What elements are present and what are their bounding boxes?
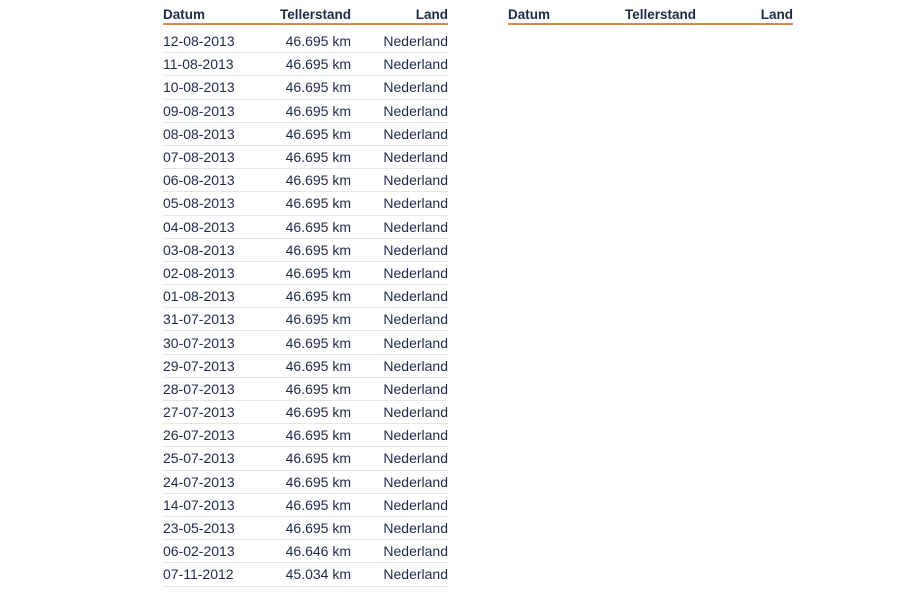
table-row bbox=[163, 540, 448, 563]
cell-datum: 28-07-2013 bbox=[163, 380, 235, 397]
cell-land: Nederland bbox=[383, 380, 448, 397]
table-row bbox=[163, 378, 448, 401]
table-header bbox=[508, 6, 793, 25]
cell-tellerstand: 46.695 km bbox=[285, 33, 351, 50]
cell-tellerstand: 46.695 km bbox=[285, 172, 351, 189]
table-row bbox=[163, 239, 448, 262]
table-row bbox=[163, 123, 448, 146]
header-land: Land bbox=[760, 7, 793, 22]
cell-tellerstand: 46.695 km bbox=[285, 380, 351, 397]
cell-land: Nederland bbox=[383, 218, 448, 235]
table-row bbox=[163, 53, 448, 76]
table-row bbox=[163, 285, 448, 308]
cell-datum: 03-08-2013 bbox=[163, 241, 235, 258]
cell-land: Nederland bbox=[383, 566, 448, 583]
cell-tellerstand: 46.695 km bbox=[285, 450, 351, 467]
cell-land: Nederland bbox=[383, 334, 448, 351]
cell-tellerstand: 46.695 km bbox=[285, 496, 351, 513]
cell-datum: 25-07-2013 bbox=[163, 450, 235, 467]
cell-tellerstand: 46.695 km bbox=[285, 149, 351, 166]
cell-land: Nederland bbox=[383, 543, 448, 560]
cell-tellerstand: 46.695 km bbox=[285, 357, 351, 374]
cell-datum: 14-07-2013 bbox=[163, 496, 235, 513]
cell-tellerstand: 46.695 km bbox=[285, 473, 351, 490]
header-tellerstand: Tellerstand bbox=[279, 7, 351, 22]
cell-land: Nederland bbox=[383, 33, 448, 50]
cell-datum: 05-08-2013 bbox=[163, 195, 235, 212]
cell-land: Nederland bbox=[383, 288, 448, 305]
table-row bbox=[163, 216, 448, 239]
cell-land: Nederland bbox=[383, 241, 448, 258]
table-row bbox=[163, 494, 448, 517]
cell-tellerstand: 46.695 km bbox=[285, 125, 351, 142]
table-row bbox=[163, 308, 448, 331]
cell-tellerstand: 46.695 km bbox=[285, 427, 351, 444]
cell-datum: 26-07-2013 bbox=[163, 427, 235, 444]
cell-land: Nederland bbox=[383, 404, 448, 421]
cell-land: Nederland bbox=[383, 125, 448, 142]
header-land: Land bbox=[415, 7, 448, 22]
header-tellerstand: Tellerstand bbox=[624, 7, 696, 22]
table-row bbox=[163, 424, 448, 447]
cell-land: Nederland bbox=[383, 427, 448, 444]
cell-datum: 01-08-2013 bbox=[163, 288, 235, 305]
cell-datum: 12-08-2013 bbox=[163, 33, 235, 50]
table-row bbox=[163, 471, 448, 494]
cell-land: Nederland bbox=[383, 172, 448, 189]
table-row bbox=[163, 30, 448, 53]
table-header bbox=[163, 6, 448, 25]
cell-datum: 08-08-2013 bbox=[163, 125, 235, 142]
cell-tellerstand: 46.695 km bbox=[285, 520, 351, 537]
table-body bbox=[163, 30, 448, 587]
cell-datum: 11-08-2013 bbox=[163, 56, 234, 73]
cell-tellerstand: 46.695 km bbox=[285, 79, 351, 96]
cell-datum: 07-11-2012 bbox=[163, 566, 234, 583]
cell-land: Nederland bbox=[383, 79, 448, 96]
cell-datum: 07-08-2013 bbox=[163, 149, 235, 166]
cell-tellerstand: 46.646 km bbox=[285, 543, 351, 560]
cell-datum: 02-08-2013 bbox=[163, 264, 235, 281]
cell-land: Nederland bbox=[383, 264, 448, 281]
table-row bbox=[163, 100, 448, 123]
cell-tellerstand: 46.695 km bbox=[285, 311, 351, 328]
cell-land: Nederland bbox=[383, 357, 448, 374]
cell-tellerstand: 46.695 km bbox=[285, 404, 351, 421]
cell-datum: 31-07-2013 bbox=[163, 311, 235, 328]
cell-tellerstand: 46.695 km bbox=[285, 195, 351, 212]
cell-tellerstand: 46.695 km bbox=[285, 288, 351, 305]
table-row bbox=[163, 355, 448, 378]
table-row bbox=[163, 76, 448, 99]
cell-datum: 23-05-2013 bbox=[163, 520, 235, 537]
cell-land: Nederland bbox=[383, 311, 448, 328]
cell-land: Nederland bbox=[383, 56, 448, 73]
cell-datum: 24-07-2013 bbox=[163, 473, 235, 490]
cell-land: Nederland bbox=[383, 149, 448, 166]
cell-tellerstand: 46.695 km bbox=[285, 334, 351, 351]
cell-tellerstand: 46.695 km bbox=[285, 218, 351, 235]
table-row bbox=[163, 146, 448, 169]
cell-tellerstand: 46.695 km bbox=[285, 264, 351, 281]
table-row bbox=[163, 447, 448, 470]
cell-land: Nederland bbox=[383, 520, 448, 537]
cell-land: Nederland bbox=[383, 473, 448, 490]
cell-datum: 29-07-2013 bbox=[163, 357, 235, 374]
table-row bbox=[163, 192, 448, 215]
cell-land: Nederland bbox=[383, 195, 448, 212]
table-row bbox=[163, 262, 448, 285]
cell-datum: 27-07-2013 bbox=[163, 404, 235, 421]
cell-datum: 04-08-2013 bbox=[163, 218, 235, 235]
mileage-table-right bbox=[508, 6, 793, 25]
cell-datum: 06-02-2013 bbox=[163, 543, 235, 560]
cell-tellerstand: 46.695 km bbox=[285, 56, 351, 73]
cell-land: Nederland bbox=[383, 496, 448, 513]
cell-land: Nederland bbox=[383, 450, 448, 467]
mileage-table-left bbox=[163, 6, 448, 587]
header-datum: Datum bbox=[508, 7, 551, 22]
table-row bbox=[163, 563, 448, 586]
cell-land: Nederland bbox=[383, 102, 448, 119]
table-row bbox=[163, 331, 448, 354]
table-row bbox=[163, 169, 448, 192]
table-row bbox=[163, 401, 448, 424]
cell-tellerstand: 45.034 km bbox=[285, 566, 351, 583]
header-datum: Datum bbox=[163, 7, 206, 22]
cell-datum: 30-07-2013 bbox=[163, 334, 235, 351]
cell-datum: 10-08-2013 bbox=[163, 79, 235, 96]
cell-datum: 06-08-2013 bbox=[163, 172, 235, 189]
cell-datum: 09-08-2013 bbox=[163, 102, 235, 119]
cell-tellerstand: 46.695 km bbox=[285, 102, 351, 119]
cell-tellerstand: 46.695 km bbox=[285, 241, 351, 258]
table-row bbox=[163, 517, 448, 540]
